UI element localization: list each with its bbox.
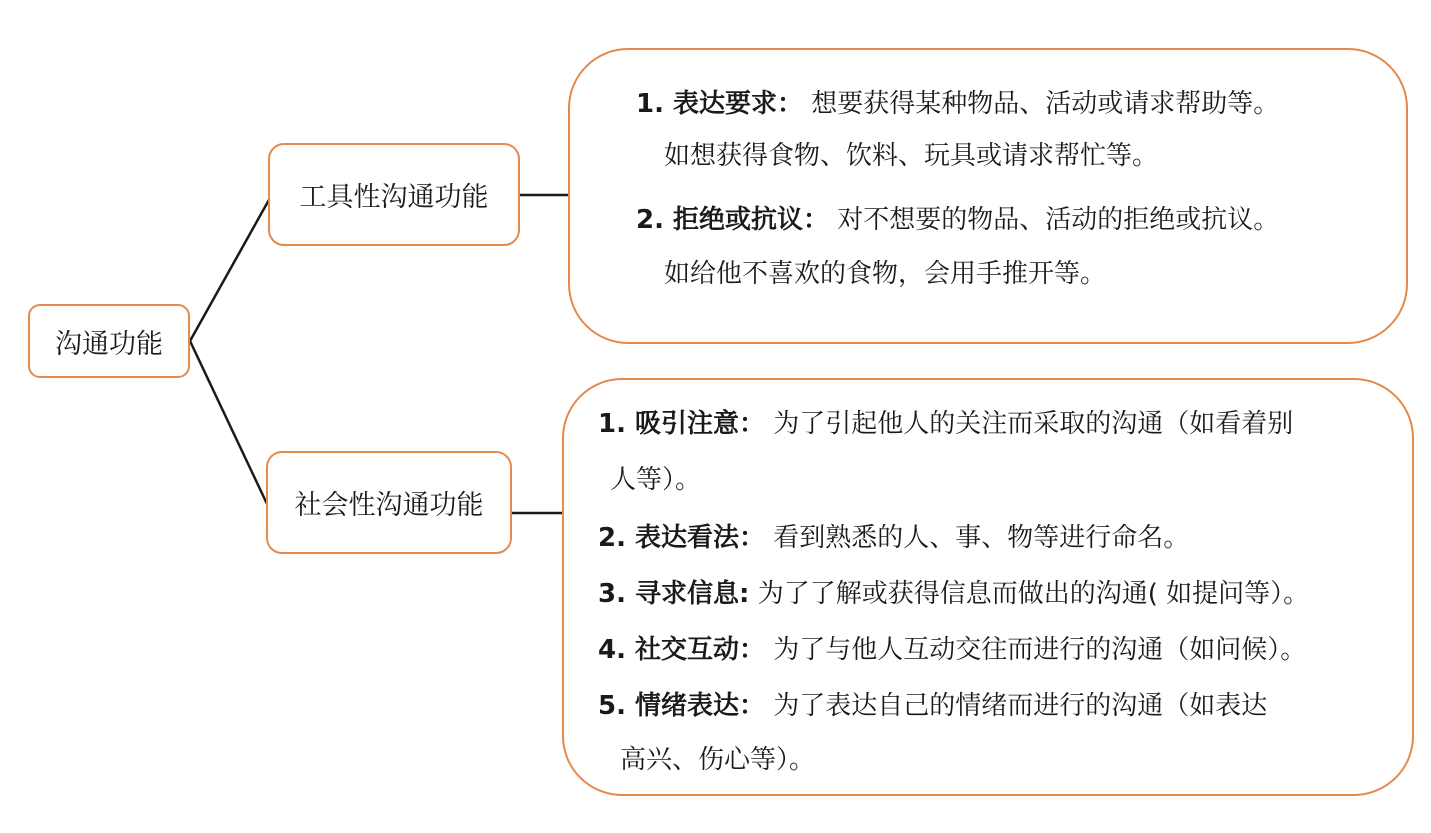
- social-item-2: [598, 520, 1189, 556]
- social-item-3: [598, 576, 1309, 612]
- tool-item-2-title: 2. 拒绝或抗议：: [636, 205, 830, 235]
- tool-function-node: [268, 143, 520, 246]
- social-item-2-title: 2. 表达看法：: [598, 523, 766, 553]
- social-item-1-title: 1. 吸引注意：: [598, 409, 766, 439]
- social-item-5-text: 为了表达自己的情绪而进行的沟通（如表达: [773, 691, 1268, 721]
- social-item-1-continuation: 人等）。: [610, 465, 702, 495]
- root-node: [28, 304, 190, 378]
- tool-item-1: [636, 86, 1279, 122]
- tool-function-label: 工具性沟通功能: [299, 182, 489, 213]
- tool-item-1-continuation: 如想获得食物、饮料、玩具或请求帮忙等。: [664, 141, 1159, 171]
- social-item-1: [598, 406, 1293, 442]
- root-label: 沟通功能: [55, 328, 163, 360]
- social-item-4-title: 4. 社交互动：: [598, 635, 766, 665]
- social-function-node: [266, 451, 512, 554]
- connector-root-to-social: [190, 341, 268, 506]
- tool-item-2-continuation: 如给他不喜欢的食物，会用手推开等。: [664, 259, 1107, 289]
- social-function-label: 社会性沟通功能: [294, 490, 484, 521]
- social-item-4-text: 为了与他人互动交往而进行的沟通（如问候）。: [773, 635, 1307, 665]
- tool-item-1-title: 1. 表达要求：: [636, 89, 804, 119]
- social-item-1-text: 为了引起他人的关注而采取的沟通（如看着别: [773, 409, 1294, 439]
- social-item-3-title: 3. 寻求信息:: [598, 579, 750, 609]
- tool-item-2: [636, 202, 1279, 238]
- social-item-5-title: 5. 情绪表达：: [598, 691, 766, 721]
- connector-root-to-tool: [190, 198, 270, 341]
- social-item-5: [598, 688, 1267, 724]
- social-item-3-text: 为了了解或获得信息而做出的沟通( 如提问等）。: [757, 579, 1310, 609]
- social-item-5-continuation: 高兴、伤心等）。: [620, 745, 816, 775]
- social-item-2-text: 看到熟悉的人、事、物等进行命名。: [773, 523, 1190, 553]
- tool-item-1-text: 想要获得某种物品、活动或请求帮助等。: [811, 89, 1280, 119]
- social-item-4: [598, 632, 1306, 668]
- tool-item-2-text: 对不想要的物品、活动的拒绝或抗议。: [837, 205, 1280, 235]
